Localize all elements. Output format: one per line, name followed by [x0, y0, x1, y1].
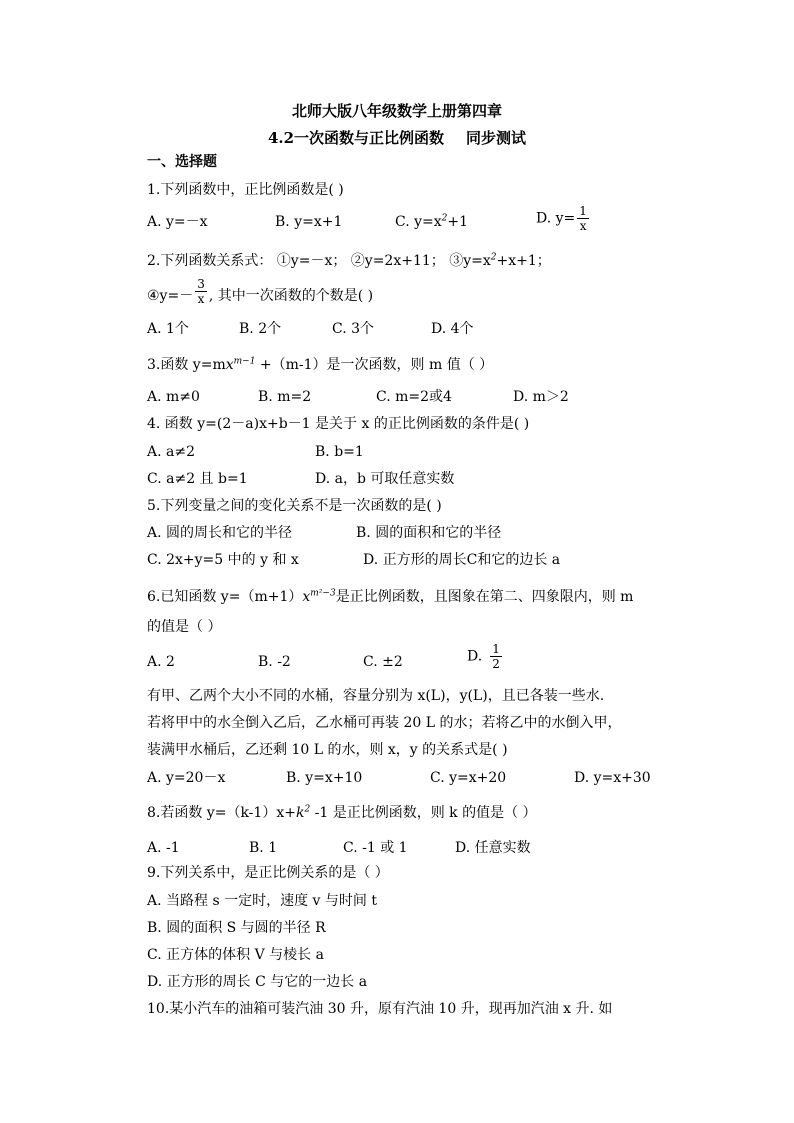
q9-option-d: D. 正方形的周长 C 与它的一边长 a — [147, 974, 368, 990]
fraction: $\frac{1}{x}$ — [579, 204, 587, 233]
question-6-line2: 的值是（ ） — [147, 619, 222, 635]
q7-option-c: C. y=x+20 — [430, 770, 507, 786]
q4-option-a: A. a≠2 — [147, 444, 195, 460]
q4-option-b: B. b=1 — [315, 444, 364, 460]
question-3-stem: 3.函数 $y=mx^{m-1} +(m-1)$是一次函数，则 m 值（ ） — [147, 356, 494, 373]
q8-option-c: C. -1 或 1 — [343, 840, 408, 856]
document-title: 北师大版八年级数学上册第四章 — [291, 102, 502, 120]
q2-option-d: D. 4个 — [431, 321, 474, 337]
question-2-line2: ④y=－ $\frac{3}{x}$ , 其中一次函数的个数是( ) — [147, 276, 374, 306]
document-subtitle — [0, 127, 794, 148]
q7-option-b: B. y=x+10 — [286, 770, 363, 786]
q9-option-a: A. 当路程 s 一定时，速度 v 与时间 t — [147, 893, 377, 909]
question-1-stem: 1.下列函数中，正比例函数是( ) — [147, 182, 344, 198]
question-5-stem: 5.下列变量之间的变化关系不是一次函数的是( ) — [147, 498, 442, 514]
q1-option-d: D. y= $\frac{1}{x}$ — [536, 204, 587, 233]
q7-option-a: A. y=20－x — [147, 770, 226, 786]
question-2-stem: 2.下列函数关系式： ①y=－x； ②y=2x+11； $③y=x^2+x+1$； — [147, 252, 551, 269]
q3-option-c: C. m=2或4 — [376, 389, 452, 405]
q7-option-d: D. y=x+30 — [574, 770, 651, 786]
q6-option-b: B. -2 — [258, 654, 291, 670]
q1-option-b: B. y=x+1 — [275, 214, 343, 230]
question-7-line2: 若将甲中的水全倒入乙后，乙水桶可再装 20 L 的水；若将乙中的水倒入甲， — [147, 715, 622, 731]
q8-option-a: A. -1 — [147, 840, 180, 856]
q2-option-b: B. 2个 — [239, 321, 282, 337]
q3-option-a: A. m≠0 — [147, 389, 200, 405]
q5-option-a: A. 圆的周长和它的半径 — [147, 525, 293, 541]
question-4-stem: 4. 函数 y=(2－a)x+b－1 是关于 x 的正比例函数的条件是( ) — [147, 416, 530, 432]
question-10-stem: 10.某小汽车的油箱可装汽油 30 升，原有汽油 10 升，现再加汽油 x 升. 如 — [147, 1001, 613, 1017]
q6-option-c: C. ±2 — [363, 654, 403, 670]
q9-option-c: C. 正方体的体积 V 与棱长 a — [147, 947, 324, 963]
q5-option-c: C. 2x+y=5 中的 y 和 x — [147, 552, 299, 568]
fraction: $\frac{3}{x}$ — [197, 276, 205, 306]
subtitle-topic: 4.2一次函数与正比例函数 — [267, 129, 445, 147]
subtitle-type: 同步测试 — [466, 129, 527, 147]
question-9-stem: 9.下列关系中，是正比例关系的是（ ） — [147, 865, 389, 881]
question-8-stem: 8.若函数 $y=(k-1)x+k^2$ -1 是正比例函数，则 k 的值是（ ） — [147, 804, 537, 821]
q1-option-c: C. $y=x^2+1$ — [395, 213, 469, 230]
q2-option-a: A. 1个 — [147, 321, 189, 337]
q8-option-d: D. 任意实数 — [455, 840, 531, 856]
q9-option-b: B. 圆的面积 S 与圆的半径 R — [147, 920, 326, 936]
question-6-stem: 6.已知函数 $y=(m+1)x^{m^2-3}$是正比例函数，且图象在第二、四象限内，则 m — [147, 588, 634, 605]
q5-option-d: D. 正方形的周长C和它的边长 a — [363, 552, 561, 568]
question-7-line3: 装满甲水桶后，乙还剩 10 L 的水，则 x，y 的关系式是( ) — [147, 742, 508, 758]
q6-option-a: A. 2 — [147, 654, 175, 670]
q2-option-c: C. 3个 — [332, 321, 375, 337]
q5-option-b: B. 圆的面积和它的半径 — [356, 525, 502, 541]
q4-option-d: D. a，b 可取任意实数 — [315, 471, 455, 487]
q1-option-a: A. y=－x — [147, 214, 208, 230]
section-heading: 一、选择题 — [147, 154, 217, 170]
q3-option-b: B. m=2 — [258, 389, 312, 405]
q8-option-b: B. 1 — [249, 840, 278, 856]
q3-option-d: D. m＞2 — [513, 389, 569, 405]
fraction: $\frac{1}{2}$ — [492, 642, 500, 671]
q4-option-c: C. a≠2 且 b=1 — [147, 471, 248, 487]
question-7-line1: 有甲、乙两个大小不同的水桶，容量分别为 x(L)，y(L)，且已各装一些水. — [147, 688, 605, 704]
q6-option-d: D. $\frac{1}{2}$ — [467, 642, 500, 671]
